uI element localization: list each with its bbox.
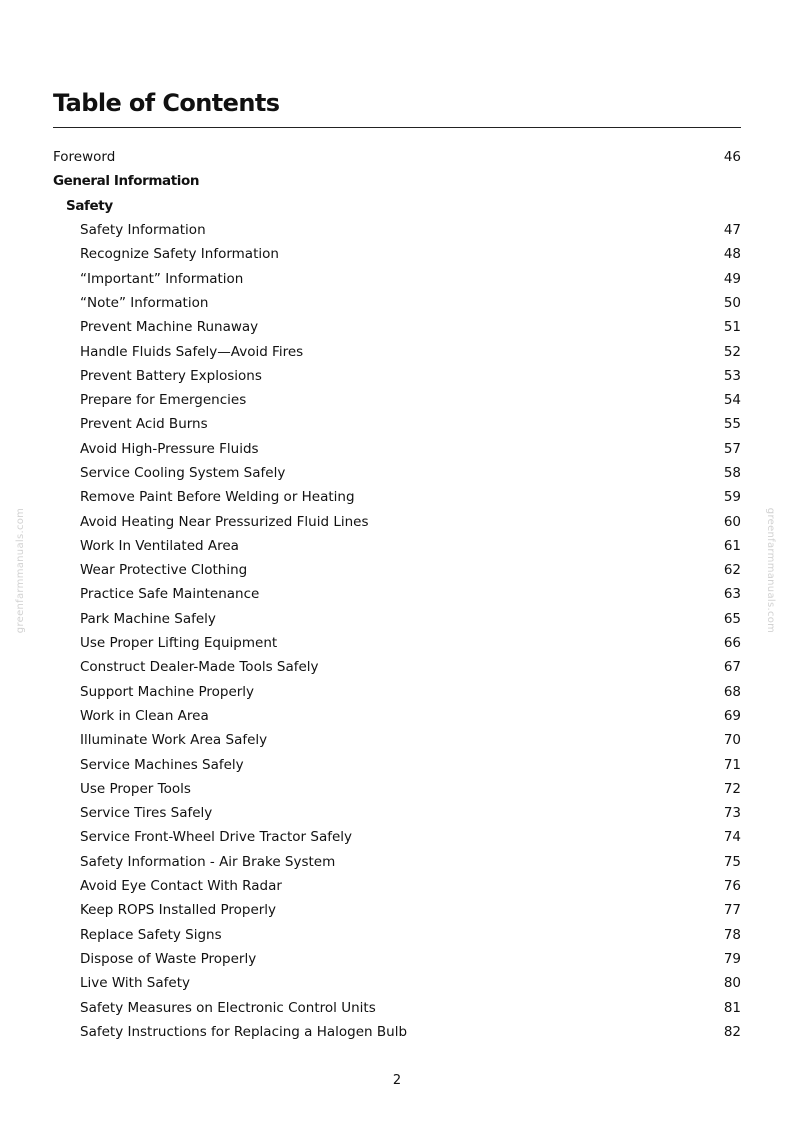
toc-entry-title: Safety [66, 197, 113, 214]
toc-section-heading [53, 194, 741, 218]
toc-entry-page: 51 [723, 319, 741, 336]
toc-section-heading [53, 169, 741, 193]
page-number: 2 [392, 1073, 402, 1088]
toc-entry-title: Service Cooling System Safely [80, 465, 286, 481]
toc-entry[interactable] [53, 412, 741, 436]
toc-entry-page: 69 [723, 707, 741, 724]
toc-entry[interactable] [53, 825, 741, 849]
toc-entry[interactable] [53, 874, 741, 898]
toc-entry-page: 58 [723, 465, 741, 481]
toc-entry-page: 54 [723, 392, 741, 409]
toc-entry-page: 78 [723, 926, 741, 943]
toc-entry[interactable] [53, 1020, 741, 1044]
toc-entry-title: Live With Safety [80, 975, 190, 992]
toc-entry-title: Safety Information - Air Brake System [80, 853, 336, 870]
toc-entry-title: General Information [53, 173, 200, 190]
toc-entry[interactable] [53, 558, 741, 582]
toc-entry-title: Recognize Safety Information [80, 246, 279, 263]
toc-entry[interactable] [53, 680, 741, 704]
toc-entry[interactable] [53, 218, 741, 242]
toc-entry[interactable] [53, 315, 741, 339]
toc-entry-page: 71 [723, 756, 741, 773]
toc-entry-page: 55 [723, 416, 741, 433]
toc-entry[interactable] [53, 850, 741, 874]
toc-entry-title: Practice Safe Maintenance [80, 586, 260, 603]
page-title: Table of Contents [53, 89, 280, 117]
watermark-right: greenfarmmanuals.com [765, 507, 777, 634]
toc-entry-page: 62 [723, 562, 741, 579]
toc-entry-page: 72 [723, 780, 741, 797]
toc-entry[interactable] [53, 704, 741, 728]
toc-entry-page: 76 [723, 878, 741, 895]
toc-entry-title: Park Machine Safely [80, 610, 216, 627]
toc-entry[interactable] [53, 339, 741, 363]
toc-entry[interactable] [53, 631, 741, 655]
toc-entry-title: Prevent Acid Burns [80, 416, 208, 433]
toc-entry[interactable] [53, 461, 741, 485]
toc-entry-page: 74 [723, 829, 741, 846]
toc-entry-title: Safety Information [80, 222, 206, 239]
toc-entry-title: Avoid High-Pressure Fluids [80, 440, 259, 457]
toc-entry-title: Support Machine Properly [80, 683, 255, 700]
toc-entry[interactable] [53, 388, 741, 412]
watermark-left: greenfarmmanuals.com [15, 507, 27, 634]
toc-entry-title: Service Machines Safely [80, 756, 244, 773]
toc-entry-page: 67 [723, 659, 741, 676]
toc-entry-title: Safety Measures on Electronic Control Units [80, 999, 376, 1016]
toc-entry-page: 61 [723, 537, 741, 554]
toc-entry-title: Prepare for Emergencies [80, 392, 247, 409]
toc-entry[interactable] [53, 607, 741, 631]
toc-entry-page: 47 [723, 222, 741, 239]
toc-entry-page: 81 [723, 999, 741, 1016]
toc-entry-title: Handle Fluids Safely—Avoid Fires [80, 343, 304, 360]
toc-entry[interactable] [53, 242, 741, 266]
toc-entry-page: 68 [723, 683, 741, 700]
toc-entry-page: 50 [723, 294, 741, 311]
toc-entry-page: 48 [723, 246, 741, 263]
toc-entry[interactable] [53, 752, 741, 776]
toc-entry[interactable] [53, 509, 741, 533]
toc-entry-page: 73 [723, 805, 741, 822]
toc-entry-title: Prevent Battery Explosions [80, 367, 262, 384]
toc-entry-title: Prevent Machine Runaway [80, 319, 259, 336]
toc-entry-title: Replace Safety Signs [80, 926, 222, 943]
toc-entry[interactable] [53, 145, 741, 169]
toc-entry-page: 49 [723, 270, 741, 287]
toc-entry-title: Keep ROPS Installed Properly [80, 902, 277, 919]
toc-entry[interactable] [53, 777, 741, 801]
toc-entry-page: 70 [723, 732, 741, 749]
toc-entry-title: Avoid Heating Near Pressurized Fluid Lines [80, 513, 369, 530]
toc-entry-title: “Important” Information [80, 270, 244, 287]
toc-entry-title: Construct Dealer-Made Tools Safely [80, 659, 319, 676]
toc-entry-title: Illuminate Work Area Safely [80, 732, 268, 749]
title-divider [53, 127, 741, 128]
toc-entry-title: “Note” Information [80, 294, 209, 311]
toc-entry[interactable] [53, 655, 741, 679]
toc-entry[interactable] [53, 923, 741, 947]
toc-entry[interactable] [53, 534, 741, 558]
toc-entry-page: 66 [723, 635, 741, 652]
toc-entry-page: 65 [723, 610, 741, 627]
toc-entry-page: 80 [723, 975, 741, 992]
toc-entry-title: Avoid Eye Contact With Radar [80, 878, 282, 895]
toc-entry-page: 75 [723, 853, 741, 870]
toc-entry-title: Service Tires Safely [80, 805, 213, 822]
toc-entry-page: 60 [723, 513, 741, 530]
toc-entry[interactable] [53, 947, 741, 971]
toc-entry-page: 57 [723, 440, 741, 457]
toc-entry-title: Wear Protective Clothing [80, 562, 248, 579]
toc-entry[interactable] [53, 995, 741, 1019]
toc-entry-title: Use Proper Tools [80, 780, 191, 797]
toc-entry-title: Work in Clean Area [80, 707, 209, 724]
toc-entry[interactable] [53, 728, 741, 752]
toc-entry-title: Safety Instructions for Replacing a Halogen Bulb [80, 1023, 408, 1040]
toc-entry-page: 63 [723, 586, 741, 603]
toc-entry[interactable] [53, 971, 741, 995]
toc-entry-title: Foreword [53, 149, 116, 166]
toc-entry-page: 53 [723, 367, 741, 384]
toc-entry[interactable] [53, 364, 741, 388]
toc-entry-title: Dispose of Waste Properly [80, 950, 257, 967]
toc-entry[interactable] [53, 291, 741, 315]
toc-entry-title: Remove Paint Before Welding or Heating [80, 489, 355, 506]
toc-list [53, 145, 741, 1044]
toc-entry-title: Use Proper Lifting Equipment [80, 635, 278, 652]
toc-entry-page: 59 [723, 489, 741, 506]
toc-entry[interactable] [53, 485, 741, 509]
toc-entry-title: Service Front-Wheel Drive Tractor Safely [80, 829, 353, 846]
toc-entry-page: 77 [723, 902, 741, 919]
toc-entry[interactable] [53, 801, 741, 825]
toc-entry[interactable] [53, 266, 741, 290]
toc-entry-page: 52 [723, 343, 741, 360]
toc-entry[interactable] [53, 582, 741, 606]
toc-entry-page: 79 [723, 950, 741, 967]
toc-entry[interactable] [53, 898, 741, 922]
toc-entry-page: 46 [723, 149, 741, 166]
toc-entry[interactable] [53, 437, 741, 461]
toc-entry-page: 82 [723, 1023, 741, 1040]
toc-entry-title: Work In Ventilated Area [80, 537, 239, 554]
